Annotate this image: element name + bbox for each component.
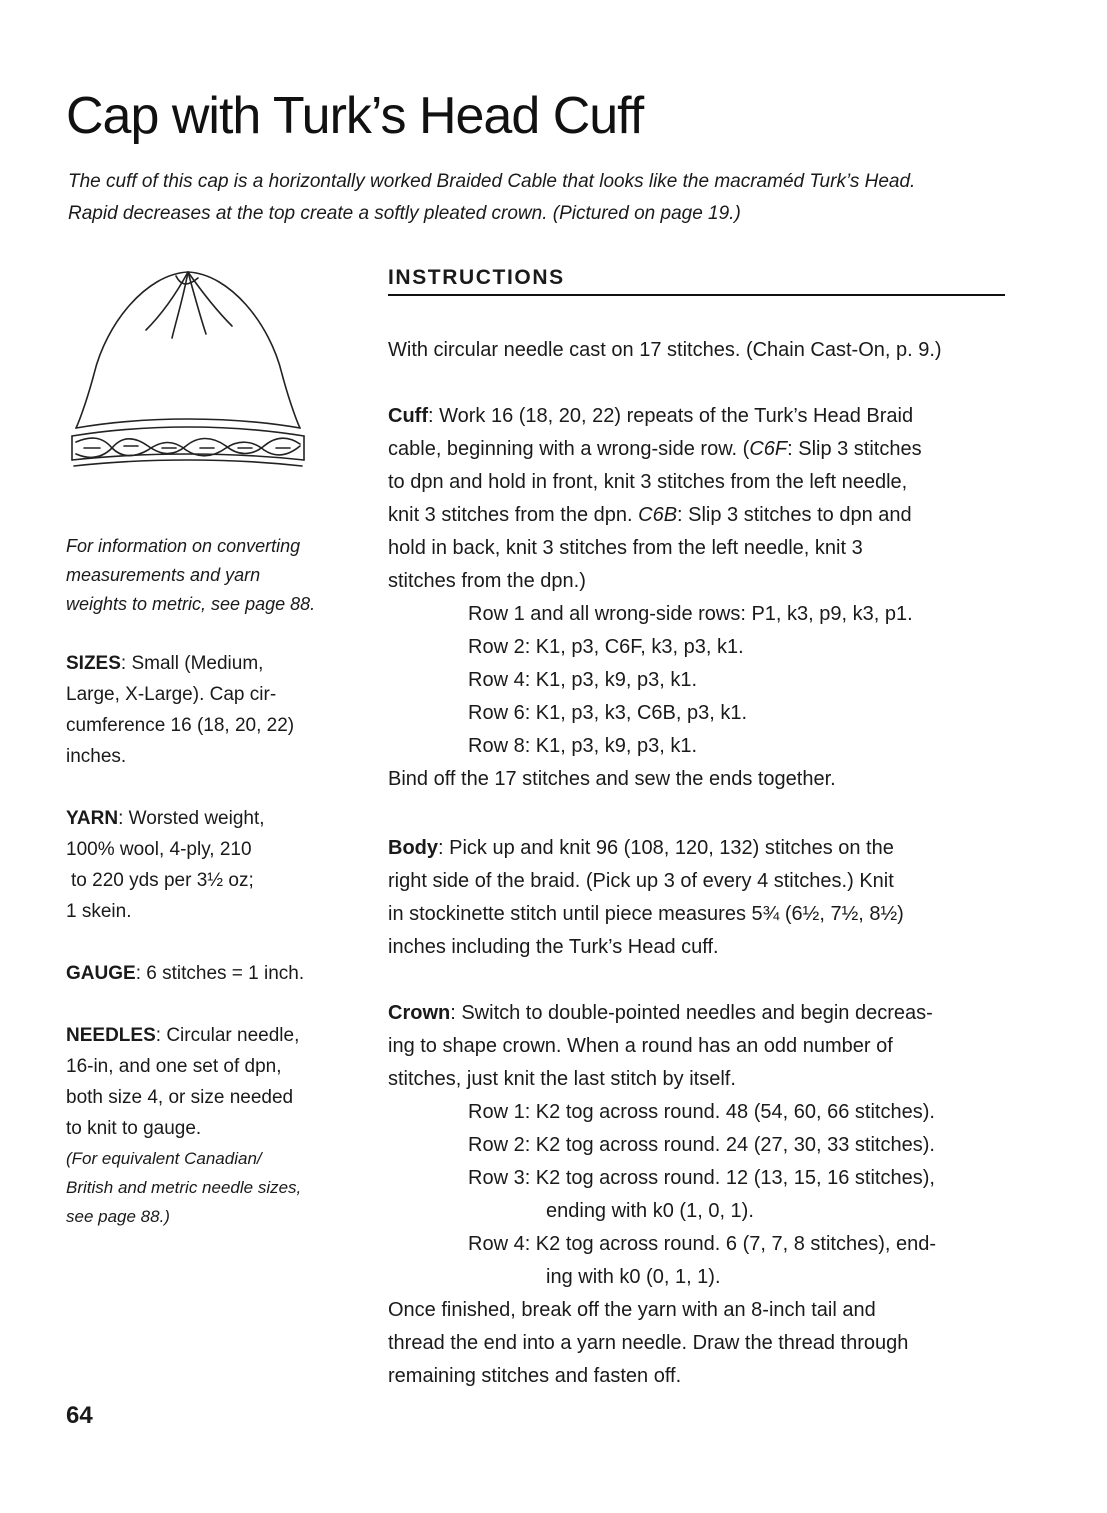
- instructions-heading: INSTRUCTIONS: [388, 266, 1005, 296]
- cuff-row: Row 2: K1, p3, C6F, k3, p3, k1.: [468, 636, 744, 658]
- page-title: Cap with Turk’s Head Cuff: [66, 87, 644, 145]
- needle-size-note: (For equivalent Canadian/: [66, 1149, 262, 1168]
- intro-line: Rapid decreases at the top create a softly pleated crown. (Pictured on page 19.): [68, 203, 741, 224]
- intro-line: The cuff of this cap is a horizontally worked Braided Cable that looks like the macraméd Turk’s Head.: [68, 171, 916, 192]
- body-paragraph: Body: Pick up and knit 96 (108, 120, 132) stitches on the right side of the braid. (Pick up 3 of every 4 stitches.) Knit in stockinette stitch until piece measures 5¾ (6½, 7½, 8½) inches including the Turk’s Head cuff.: [388, 837, 904, 958]
- knit-cap-illustration: [66, 264, 310, 474]
- metric-conversion-note: For information on converting measurements and yarn weights to metric, see page 88.: [66, 536, 316, 614]
- crown-label: Crown: [388, 1002, 451, 1024]
- crown-row-continued: ending with k0 (1, 0, 1).: [546, 1200, 754, 1222]
- yarn-label: YARN: [66, 808, 119, 829]
- crown-paragraph: Crown: Switch to double-pointed needles and begin decreas- ing to shape crown. When a round has an odd number of stitches, just knit the last stitch by itself. Row 1: K2 tog across round. 48 (54, 60, 66 stitches). Row 2: K2 tog across round. 24 (27, 30, 33 stitches). Row 3: K2 tog across round. 12 (13, 15, 16 stitches), ending with k0 (1, 0, 1). Row 4: K2 tog across round. 6 (7, 7, 8 stitches), end- ing with k0 (0, 1, 1). Once finished, break off the yarn with an 8-inch tail and thread the end into a yarn needle. Draw the thread through remaining stitches and fasten off.: [388, 997, 1008, 1393]
- sizes-spec: SIZES: Small (Medium, Large, X-Large). Cap cir- cumference 16 (18, 20, 22) inches.: [66, 653, 295, 767]
- crown-row: Row 3: K2 tog across round. 12 (13, 15, 16 stitches),: [468, 1167, 935, 1189]
- cuff-paragraph: Cuff: Work 16 (18, 20, 22) repeats of the Turk’s Head Braid cable, beginning with a wrong-side row. (C6F: Slip 3 stitches to dpn and hold in front, knit 3 stitches from the left needle, knit 3 stitches from the dpn. C6B: Slip 3 stitches to dpn and hold in back, knit 3 stitches from the left needle, knit 3 stitches from the dpn.) Row 1 and all wrong-side rows: P1, k3, p9, k3, p1. Row 2: K1, p3, C6F, k3, p3, k1. Row 4: K1, p3, k9, p3, k1. Row 6: K1, p3, k3, C6B, p3, k1. Row 8: K1, p3, k9, p3, k1. Bind off the 17 stitches and sew the ends together.: [388, 400, 1008, 796]
- cast-on-paragraph: With circular needle cast on 17 stitches. (Chain Cast-On, p. 9.): [388, 339, 942, 361]
- cuff-row: Row 4: K1, p3, k9, p3, k1.: [468, 669, 698, 691]
- yarn-spec: YARN: Worsted weight, 100% wool, 4-ply, 210 to 220 yds per 3½ oz; 1 skein.: [66, 808, 265, 922]
- cuff-row: Row 8: K1, p3, k9, p3, k1.: [468, 735, 698, 757]
- sizes-label: SIZES: [66, 653, 121, 674]
- page-number: 64: [66, 1402, 93, 1429]
- gauge-spec: GAUGE: 6 stitches = 1 inch.: [66, 963, 305, 984]
- body-label: Body: [388, 837, 438, 859]
- needles-label: NEEDLES: [66, 1025, 156, 1046]
- cuff-row: Row 6: K1, p3, k3, C6B, p3, k1.: [468, 702, 748, 724]
- crown-row-continued: ing with k0 (0, 1, 1).: [546, 1266, 721, 1288]
- pattern-intro: [68, 166, 1058, 230]
- cuff-label: Cuff: [388, 405, 428, 427]
- cuff-row: Row 1 and all wrong-side rows: P1, k3, p9, k3, p1.: [468, 603, 913, 625]
- crown-row: Row 4: K2 tog across round. 6 (7, 7, 8 stitches), end-: [468, 1233, 937, 1255]
- crown-row: Row 2: K2 tog across round. 24 (27, 30, 33 stitches).: [468, 1134, 935, 1156]
- gauge-label: GAUGE: [66, 963, 136, 984]
- needles-spec: NEEDLES: Circular needle, 16-in, and one set of dpn, both size 4, or size needed to knit to gauge. (For equivalent Canadian/ British and metric needle sizes, see page 88.): [66, 1020, 341, 1231]
- crown-row: Row 1: K2 tog across round. 48 (54, 60, 66 stitches).: [468, 1101, 935, 1123]
